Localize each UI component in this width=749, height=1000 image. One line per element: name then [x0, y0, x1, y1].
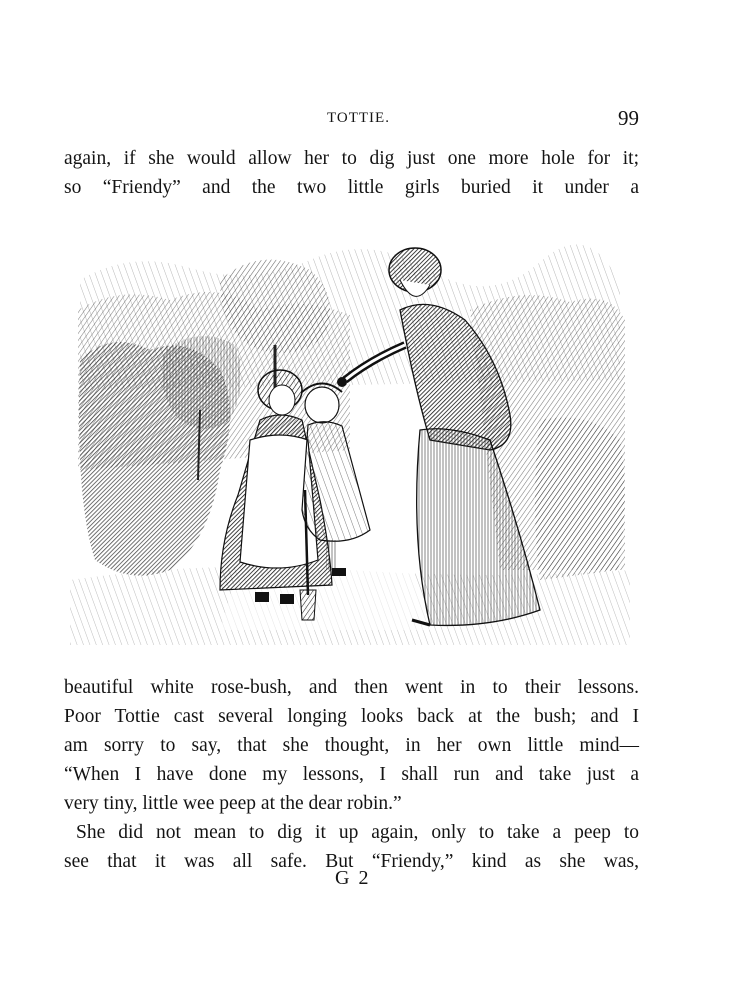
text-line: am sorry to say, that she thought, in her own little mind—	[64, 735, 639, 756]
text-line: beautiful white rose-bush, and then went in to their lessons.	[64, 677, 639, 698]
text-line: She did not mean to dig it up again, only to take a peep to	[76, 822, 639, 843]
text-line: so “Friendy” and the two little girls buried it under a	[64, 177, 639, 198]
running-title: TOTTIE.	[327, 110, 390, 126]
text-line: see that it was all safe. But “Friendy,” kind as she was,	[64, 851, 639, 872]
robin-bird	[337, 377, 347, 387]
text-line: Poor Tottie cast several longing looks back at the bush; and I	[64, 706, 639, 727]
engraving-illustration	[70, 240, 630, 645]
signature-mark: G 2	[335, 867, 371, 889]
text-line: again, if she would allow her to dig just one more hole for it;	[64, 148, 639, 169]
text-block-bottom	[64, 673, 639, 876]
text-block-top	[64, 144, 639, 202]
page-number: 99	[618, 106, 639, 130]
text-line: “When I have done my lessons, I shall run and take just a	[64, 764, 639, 785]
text-line: very tiny, little wee peep at the dear robin.”	[64, 793, 402, 814]
running-head	[0, 108, 749, 134]
